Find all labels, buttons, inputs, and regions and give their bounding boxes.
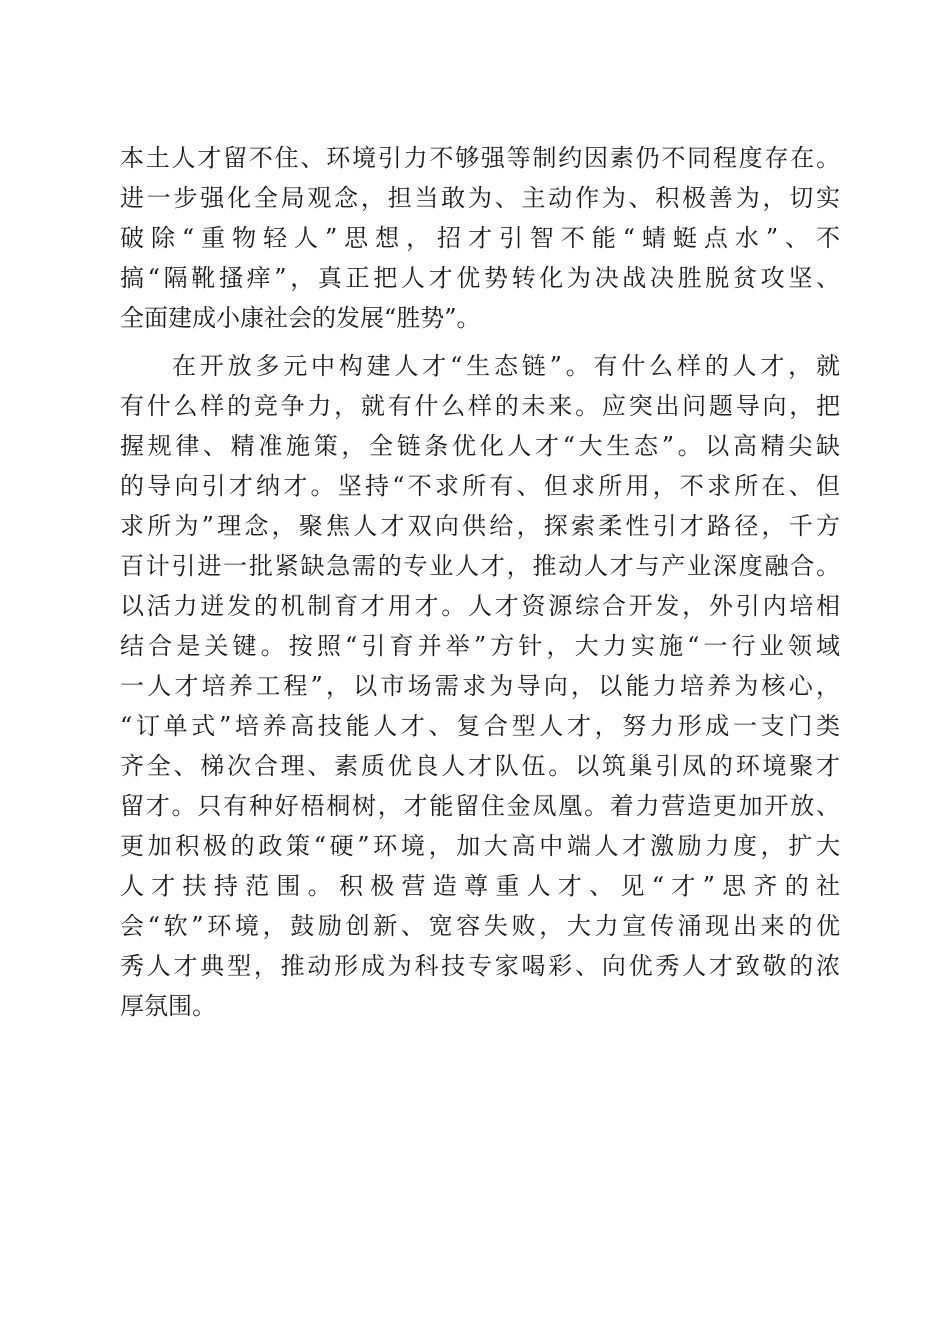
paragraph-2 <box>120 346 840 1026</box>
paragraph-line: 一人才培养工程”，以市场需求为导向，以能力培养为核心， <box>120 672 840 700</box>
paragraph-line: 进一步强化全局观念，担当敢为、主动作为、积极善为，切实 <box>120 184 840 212</box>
paragraph-line: 的导向引才纳才。坚持“不求所有、但求所用，不求所在、但 <box>120 472 840 500</box>
paragraph-line: “订单式”培养高技能人才、复合型人才，努力形成一支门类 <box>120 712 840 740</box>
paragraph-line: 破除“重物轻人”思想，招才引智不能“蜻蜓点水”、不 <box>120 224 840 252</box>
paragraph-line: 留才。只有种好梧桐树，才能留住金凤凰。着力营造更加开放、 <box>120 792 840 820</box>
paragraph-line: 秀人才典型，推动形成为科技专家喝彩、向优秀人才致敬的浓 <box>120 952 840 980</box>
paragraph-line: 搞“隔靴搔痒”，真正把人才优势转化为决战决胜脱贫攻坚、 <box>120 264 840 292</box>
paragraph-line: 有什么样的竞争力，就有什么样的未来。应突出问题导向，把 <box>120 392 840 420</box>
paragraph-line: 求所为”理念，聚焦人才双向供给，探索柔性引才路径，千方 <box>120 512 840 540</box>
paragraph-line: 厚氛围。 <box>120 992 216 1020</box>
paragraph-line: 齐全、梯次合理、素质优良人才队伍。以筑巢引凤的环境聚才 <box>120 752 840 780</box>
paragraph-line: 全面建成小康社会的发展“胜势”。 <box>120 304 481 332</box>
paragraph-line: 以活力迸发的机制育才用才。人才资源综合开发，外引内培相 <box>120 592 840 620</box>
paragraph-line: 结合是关键。按照“引育并举”方针，大力实施“一行业领域 <box>120 632 840 660</box>
paragraph-1 <box>120 138 840 338</box>
paragraph-line: 百计引进一批紧缺急需的专业人才，推动人才与产业深度融合。 <box>120 552 840 580</box>
paragraph-line: 人才扶持范围。积极营造尊重人才、见“才”思齐的社 <box>120 872 840 900</box>
paragraph-line: 本土人才留不住、环境引力不够强等制约因素仍不同程度存在。 <box>120 144 840 172</box>
body-text <box>120 138 840 1026</box>
paragraph-line: 更加积极的政策“硬”环境，加大高中端人才激励力度，扩大 <box>120 832 840 860</box>
paragraph-line: 在开放多元中构建人才“生态链”。有什么样的人才，就 <box>172 352 840 380</box>
paragraph-line: 会“软”环境，鼓励创新、宽容失败，大力宣传涌现出来的优 <box>120 912 840 940</box>
paragraph-line: 握规律、精准施策，全链条优化人才“大生态”。以高精尖缺 <box>120 432 840 460</box>
